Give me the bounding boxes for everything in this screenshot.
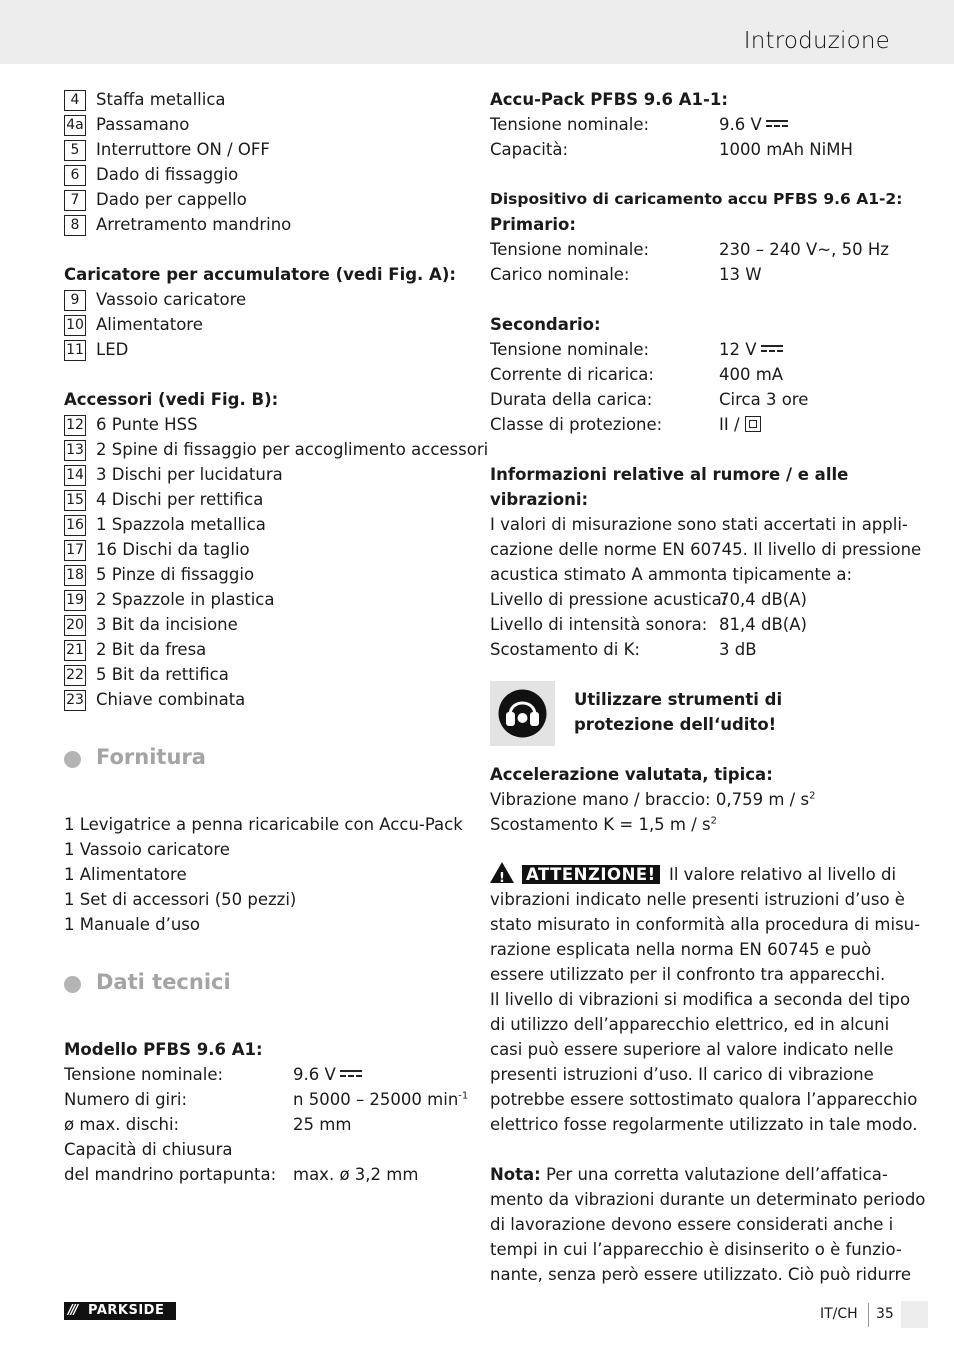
list-item bbox=[64, 312, 464, 337]
spec-row bbox=[64, 1137, 464, 1162]
list-item bbox=[64, 487, 464, 512]
spec-row bbox=[490, 112, 900, 137]
spec-row bbox=[490, 337, 900, 362]
page-title: Introduzione bbox=[743, 28, 890, 54]
spec-row bbox=[490, 612, 900, 637]
bullet-icon bbox=[64, 751, 81, 768]
list-item bbox=[64, 462, 464, 487]
item-label: 2 Spazzole in plastica bbox=[96, 590, 275, 609]
spec-label: Scostamento di K: bbox=[490, 640, 640, 659]
list-item bbox=[64, 662, 464, 687]
spec-label: Livello di intensità sonora: bbox=[490, 615, 708, 634]
spec-label: Capacità: bbox=[490, 140, 569, 159]
text-line: cazione delle norme EN 60745. Il livello di pressione bbox=[490, 540, 922, 559]
spec-label: Tensione nominale: bbox=[490, 115, 650, 134]
spec-label: Capacità di chiusura bbox=[64, 1140, 233, 1159]
note-first-line: Nota: Per una corretta valutazione dell’affatica- bbox=[490, 1165, 888, 1184]
spec-row bbox=[64, 1087, 469, 1112]
text-line: mento da vibrazioni durante un determinato periodo bbox=[490, 1190, 926, 1209]
spec-label: Tensione nominale: bbox=[64, 1065, 224, 1084]
item-label: 4 Dischi per rettifica bbox=[96, 490, 264, 509]
page-header bbox=[0, 0, 954, 64]
list-item bbox=[64, 562, 464, 587]
warning-first-line: !ATTENZIONE! Il valore relativo al livello di bbox=[490, 862, 900, 887]
text-line: nante, senza però essere utilizzato. Ciò può ridurre bbox=[490, 1265, 912, 1284]
text-line: tempi in cui l’apparecchio è disinserito o è funzio- bbox=[490, 1240, 902, 1259]
item-number: 16 bbox=[64, 515, 86, 536]
secondary-heading: Secondario: bbox=[490, 315, 601, 334]
spec-row bbox=[490, 237, 900, 262]
ear-protection-notice bbox=[490, 681, 900, 762]
spec-label: ø max. dischi: bbox=[64, 1115, 180, 1134]
spec-value: 400 mA bbox=[719, 365, 784, 384]
right-column bbox=[490, 87, 926, 1287]
text-line: vibrazioni indicato nelle presenti istruzioni d’uso è bbox=[490, 890, 905, 909]
spec-label: Durata della carica: bbox=[490, 390, 653, 409]
spec-value: 25 mm bbox=[293, 1115, 352, 1134]
dc-symbol-icon bbox=[761, 345, 783, 353]
text-line: potrebbe essere sottostimato qualora l’apparecchio bbox=[490, 1090, 918, 1109]
vibration-line: Scostamento K = 1,5 m / $s^2$ bbox=[490, 815, 718, 834]
item-label: Dado per cappello bbox=[96, 190, 247, 209]
list-item: 1 Alimentatore bbox=[64, 865, 187, 884]
text-line: razione esplicata nella norma EN 60745 e può bbox=[490, 940, 872, 959]
text-line: elettrico fosse regolarmente utilizzato in tale modo. bbox=[490, 1115, 918, 1134]
spec-value: max. ø 3,2 mm bbox=[293, 1165, 419, 1184]
spec-value: 81,4 dB(A) bbox=[719, 615, 807, 634]
spec-value: II / bbox=[719, 412, 761, 437]
spec-row bbox=[490, 262, 900, 287]
ear-protection-text: protezione dell‘udito! bbox=[574, 715, 777, 734]
spec-value: n 5000 – 25000 $\min^{-1}$ bbox=[293, 1090, 469, 1109]
text-line: casi può essere superiore al valore indicato nelle bbox=[490, 1040, 894, 1059]
accupack-heading: Accu-Pack PFBS 9.6 A1-1: bbox=[490, 90, 728, 109]
spec-row bbox=[490, 137, 900, 162]
item-label: Passamano bbox=[96, 115, 190, 134]
list-item bbox=[64, 587, 464, 612]
spec-value: 9.6 V bbox=[719, 112, 788, 137]
protection-class-ii-icon bbox=[745, 416, 761, 432]
item-label: 2 Spine di fissaggio per accoglimento accessori bbox=[96, 440, 489, 459]
footer-divider bbox=[868, 1303, 869, 1327]
item-label: Dado di fissaggio bbox=[96, 165, 239, 184]
item-number: 21 bbox=[64, 640, 86, 661]
list-item bbox=[64, 437, 489, 462]
item-number: 22 bbox=[64, 665, 86, 686]
primary-heading: Primario: bbox=[490, 215, 576, 234]
dc-symbol-icon bbox=[766, 120, 788, 128]
dc-symbol-icon bbox=[340, 1070, 362, 1078]
spec-label: Numero di giri: bbox=[64, 1090, 188, 1109]
warning-icon bbox=[490, 862, 514, 883]
footer-language: IT/CH bbox=[820, 1306, 858, 1322]
item-label: Alimentatore bbox=[96, 315, 203, 334]
vibration-heading: Accelerazione valutata, tipica: bbox=[490, 765, 773, 784]
left-column bbox=[64, 87, 489, 1187]
vibration-line: Vibrazione mano / braccio: 0,759 m / $s^2$ bbox=[490, 790, 816, 809]
item-number: 4a bbox=[64, 115, 86, 136]
list-item bbox=[64, 637, 464, 662]
fornitura-title: Fornitura bbox=[96, 745, 206, 769]
item-label: 6 Punte HSS bbox=[96, 415, 198, 434]
dati-section-heading bbox=[64, 962, 464, 1012]
spec-value: 9.6 V bbox=[293, 1062, 362, 1087]
ear-protection-icon bbox=[490, 681, 555, 746]
list-item bbox=[64, 537, 464, 562]
list-item bbox=[64, 187, 464, 212]
spec-row bbox=[64, 1162, 464, 1187]
list-item bbox=[64, 412, 464, 437]
text-line: essere utilizzato per il confronto tra apparecchi. bbox=[490, 965, 886, 984]
spec-label: Corrente di ricarica: bbox=[490, 365, 654, 384]
list-item: 1 Set di accessori (50 pezzi) bbox=[64, 890, 297, 909]
spec-value: 70,4 dB(A) bbox=[719, 590, 807, 609]
spec-value: 13 W bbox=[719, 265, 762, 284]
text-line: acustica stimato A ammonta tipicamente a: bbox=[490, 565, 853, 584]
spec-row bbox=[490, 412, 900, 437]
footer-decoration bbox=[901, 1301, 928, 1328]
item-number: 13 bbox=[64, 440, 86, 461]
text-line: I valori di misurazione sono stati accertati in appli- bbox=[490, 515, 908, 534]
spec-label: Tensione nominale: bbox=[490, 340, 650, 359]
parts-list bbox=[64, 87, 464, 237]
charging-device-heading: Dispositivo di caricamento accu PFBS 9.6 A1-2: bbox=[490, 190, 903, 208]
spec-value: 12 V bbox=[719, 337, 783, 362]
item-label: 3 Dischi per lucidatura bbox=[96, 465, 283, 484]
item-label: 1 Spazzola metallica bbox=[96, 515, 266, 534]
list-item: 1 Manuale d’uso bbox=[64, 915, 200, 934]
item-label: Staffa metallica bbox=[96, 90, 226, 109]
spec-value: 3 dB bbox=[719, 640, 757, 659]
spec-value: Circa 3 ore bbox=[719, 390, 809, 409]
fornitura-section-heading bbox=[64, 737, 464, 787]
item-number: 15 bbox=[64, 490, 86, 511]
text-line: di lavorazione devono essere considerati anche i bbox=[490, 1215, 894, 1234]
item-label: Interruttore ON / OFF bbox=[96, 140, 270, 159]
item-number: 12 bbox=[64, 415, 86, 436]
item-label: LED bbox=[96, 340, 129, 359]
spec-label: Classe di protezione: bbox=[490, 415, 663, 434]
brand-logo: /// PARKSIDE bbox=[64, 1302, 176, 1320]
warning-badge: ATTENZIONE! bbox=[522, 865, 660, 884]
item-label: 16 Dischi da taglio bbox=[96, 540, 250, 559]
spec-label: Tensione nominale: bbox=[490, 240, 650, 259]
spec-row bbox=[490, 637, 900, 662]
noise-heading: Informazioni relative al rumore / e alle bbox=[490, 465, 849, 484]
list-item bbox=[64, 212, 464, 237]
item-number: 5 bbox=[64, 140, 86, 161]
spec-value: 1000 mAh NiMH bbox=[719, 140, 853, 159]
item-number: 14 bbox=[64, 465, 86, 486]
dati-title: Dati tecnici bbox=[96, 970, 231, 994]
list-item bbox=[64, 687, 464, 712]
list-item bbox=[64, 112, 464, 137]
item-label: 5 Bit da rettifica bbox=[96, 665, 229, 684]
item-number: 7 bbox=[64, 190, 86, 211]
list-item bbox=[64, 287, 464, 312]
list-item bbox=[64, 87, 464, 112]
item-number: 23 bbox=[64, 690, 86, 711]
item-number: 18 bbox=[64, 565, 86, 586]
item-number: 4 bbox=[64, 90, 86, 111]
item-number: 20 bbox=[64, 615, 86, 636]
accessories-heading: Accessori (vedi Fig. B): bbox=[64, 390, 279, 409]
item-label: 5 Pinze di fissaggio bbox=[96, 565, 255, 584]
list-item: 1 Vassoio caricatore bbox=[64, 840, 230, 859]
list-item bbox=[64, 612, 464, 637]
item-number: 8 bbox=[64, 215, 86, 236]
item-number: 9 bbox=[64, 290, 86, 311]
item-label: 2 Bit da fresa bbox=[96, 640, 207, 659]
list-item bbox=[64, 162, 464, 187]
page-number: 35 bbox=[876, 1306, 894, 1322]
item-number: 10 bbox=[64, 315, 86, 336]
bullet-icon bbox=[64, 976, 81, 993]
list-item: 1 Levigatrice a penna ricaricabile con Accu-Pack bbox=[64, 815, 463, 834]
spec-label: del mandrino portapunta: bbox=[64, 1165, 277, 1184]
charger-heading: Caricatore per accumulatore (vedi Fig. A): bbox=[64, 265, 456, 284]
list-item bbox=[64, 512, 464, 537]
item-number: 11 bbox=[64, 340, 86, 361]
item-number: 17 bbox=[64, 540, 86, 561]
list-item bbox=[64, 137, 464, 162]
text-line: presenti istruzioni d’uso. Il carico di vibrazione bbox=[490, 1065, 874, 1084]
item-number: 19 bbox=[64, 590, 86, 611]
spec-row bbox=[490, 587, 900, 612]
text-line: di utilizzo dell’apparecchio elettrico, ed in alcuni bbox=[490, 1015, 890, 1034]
item-label: Vassoio caricatore bbox=[96, 290, 247, 309]
list-item bbox=[64, 337, 464, 362]
noise-heading: vibrazioni: bbox=[490, 490, 589, 509]
model-heading: Modello PFBS 9.6 A1: bbox=[64, 1040, 263, 1059]
item-label: 3 Bit da incisione bbox=[96, 615, 238, 634]
ear-protection-text: Utilizzare strumenti di bbox=[574, 690, 783, 709]
spec-label: Carico nominale: bbox=[490, 265, 630, 284]
spec-row bbox=[64, 1062, 464, 1087]
spec-row bbox=[490, 387, 900, 412]
spec-row bbox=[64, 1112, 464, 1137]
text-line: stato misurato in conformità alla procedura di misu- bbox=[490, 915, 921, 934]
spec-label: Livello di pressione acustica: bbox=[490, 590, 728, 609]
item-number: 6 bbox=[64, 165, 86, 186]
spec-value: 230 – 240 V~, 50 Hz bbox=[719, 240, 889, 259]
note-label: Nota: bbox=[490, 1165, 541, 1184]
item-label: Chiave combinata bbox=[96, 690, 246, 709]
spec-row bbox=[490, 362, 900, 387]
item-label: Arretramento mandrino bbox=[96, 215, 292, 234]
text-line: Il livello di vibrazioni si modifica a seconda del tipo bbox=[490, 990, 911, 1009]
